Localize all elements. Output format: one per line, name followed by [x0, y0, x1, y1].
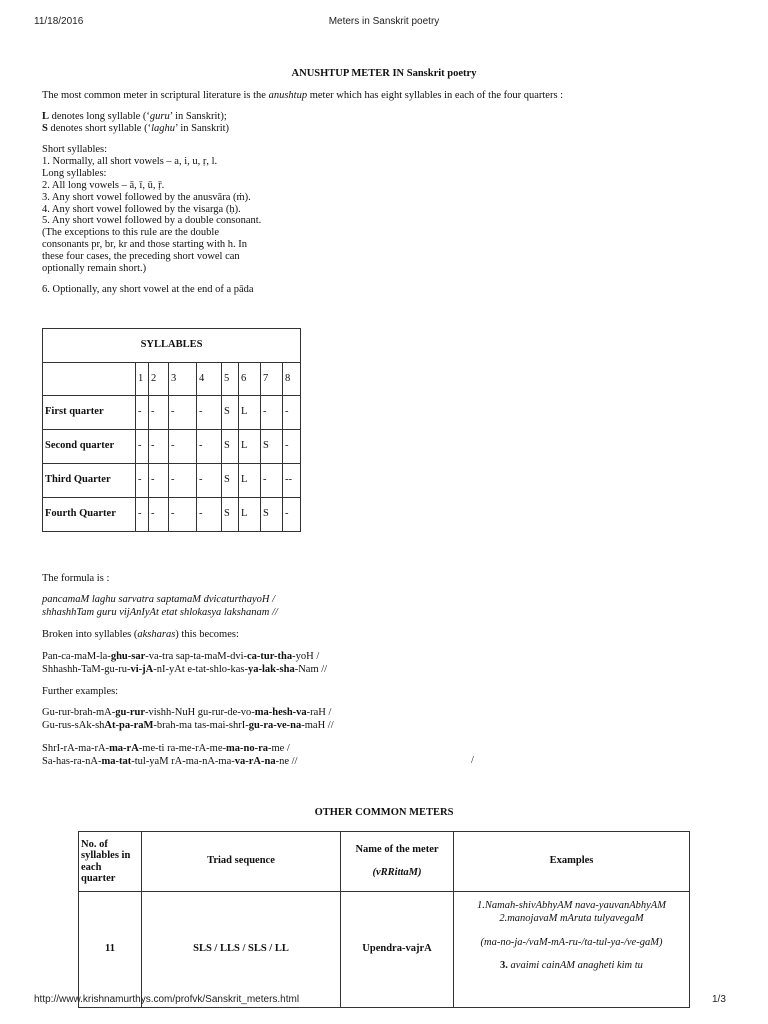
- column-header: 5: [222, 363, 239, 396]
- table-cell: L: [239, 430, 261, 464]
- table-row: [43, 430, 301, 464]
- l-def-italic: guru: [149, 111, 170, 122]
- table-cell: -: [197, 430, 222, 464]
- column-header: 6: [239, 363, 261, 396]
- header-line: Name of the meter: [355, 844, 439, 855]
- rule-line: these four cases, the preceding short vowel can: [42, 251, 240, 263]
- verse-segment: Shhashh-TaM-gu-ru-: [42, 663, 131, 675]
- table-cell: -: [149, 430, 169, 464]
- intro-paragraph: [42, 90, 563, 103]
- example-line: 2.manojavaM mAruta tulyavegaM: [499, 912, 644, 924]
- verse-segment: Gu-rur-brah-mA-: [42, 707, 116, 718]
- meter-name-cell: Upendra-vajrA: [341, 892, 454, 1008]
- print-date: 11/18/2016: [34, 16, 84, 27]
- verse-segment-bold: ma-tat: [101, 755, 132, 767]
- verse-line: [42, 756, 297, 769]
- intro-text-before: The most common meter in scriptural literature is the: [42, 90, 269, 101]
- broken-syllables-verse: [42, 651, 327, 676]
- broken-after: ) this becomes:: [175, 629, 239, 640]
- rule-line: consonants pr, br, kr and those starting with h. In: [42, 239, 248, 251]
- table-row: [43, 498, 301, 532]
- footer-url: http://www.krishnamurthys.com/profvk/Sanskrit_meters.html: [34, 994, 300, 1005]
- table-cell: S: [222, 430, 239, 464]
- table-cell: -: [169, 430, 197, 464]
- further-examples-label: Further examples:: [42, 686, 119, 697]
- verse-segment-bold: va-rA-na: [234, 755, 276, 767]
- table-cell: -: [197, 396, 222, 430]
- table-cell: -: [169, 396, 197, 430]
- header-line: each: [81, 861, 102, 873]
- verse-segment-bold: vi-jA: [130, 663, 154, 675]
- table-cell: -: [283, 430, 301, 464]
- rule-line: (The exceptions to this rule are the double: [42, 227, 219, 239]
- table-cell: S: [261, 430, 283, 464]
- table-cell: -: [283, 396, 301, 430]
- verse-segment: Sa-has-ra-nA-: [42, 755, 102, 767]
- row-label: Fourth Quarter: [43, 498, 136, 532]
- verse-segment: ShrI-rA-ma-rA-: [42, 743, 110, 754]
- verse-segment: -yoH /: [292, 651, 320, 662]
- s-def-before: denotes short syllable (‘: [47, 123, 152, 134]
- intro-text-after: meter which has eight syllables in each of the four quarters :: [307, 90, 564, 101]
- l-def-after: ’ in Sanskrit);: [169, 111, 227, 122]
- syllable-rules: [42, 144, 261, 275]
- verse-segment: -raH /: [306, 707, 332, 718]
- table-cell: S: [261, 498, 283, 532]
- example-number: 3.: [500, 959, 508, 971]
- syllable-count-cell: 11: [79, 892, 142, 1008]
- rule-line: 5. Any short vowel followed by a double consonant.: [42, 215, 262, 227]
- verse-segment-bold: ma-hesh-va: [254, 707, 307, 718]
- broken-into-syllables-label: [42, 629, 239, 642]
- column-header: 1: [136, 363, 149, 396]
- table-cell: -: [197, 464, 222, 498]
- syllables-table-title: SYLLABLES: [43, 329, 301, 363]
- header-line-italic: (vRRittaM): [372, 866, 422, 878]
- verse-segment-bold: gu-rur: [115, 707, 146, 718]
- verse-segment: -vishh-NuH gu-rur-de-vo-: [145, 707, 255, 718]
- verse-segment-bold: ghu-sar: [110, 651, 146, 662]
- table-cell: S: [222, 396, 239, 430]
- table-cell: -: [169, 498, 197, 532]
- example-verse-1: [42, 707, 334, 732]
- verse-line: [42, 720, 334, 733]
- table-cell: S: [222, 498, 239, 532]
- table-cell: -: [136, 430, 149, 464]
- formula-line: pancamaM laghu sarvatra saptamaM dvicaturthayoH /: [42, 594, 276, 605]
- l-letter: L: [42, 111, 50, 122]
- table-row: [43, 396, 301, 430]
- column-header: 7: [261, 363, 283, 396]
- stray-slash: /: [471, 755, 474, 766]
- table-cell: L: [239, 464, 261, 498]
- rule-six: 6. Optionally, any short vowel at the end of a pāda: [42, 284, 254, 295]
- syllable-count-header: [79, 832, 142, 892]
- verse-segment-bold: ya-lak-sha: [248, 663, 295, 675]
- s-def-after: ’ in Sanskrit): [175, 123, 230, 134]
- table-cell: S: [222, 464, 239, 498]
- verse-segment: -maH //: [301, 719, 334, 731]
- table-cell: -: [136, 396, 149, 430]
- footer-page-number: 1/3: [712, 994, 726, 1005]
- table-row: [43, 464, 301, 498]
- column-header: 8: [283, 363, 301, 396]
- meter-name-header: [341, 832, 454, 892]
- table-cell: -: [261, 464, 283, 498]
- verse-segment: -brah-ma tas-mai-shrI-: [153, 719, 249, 731]
- table-cell: L: [239, 498, 261, 532]
- triad-sequence-cell: SLS / LLS / SLS / LL: [142, 892, 341, 1008]
- table-cell: -: [136, 498, 149, 532]
- broken-before: Broken into syllables (: [42, 629, 138, 640]
- table-cell: -: [149, 396, 169, 430]
- other-meters-title: OTHER COMMON METERS: [314, 807, 454, 818]
- short-syllable-definition: [42, 123, 229, 136]
- example-line: avaimi cainAM anagheti kim tu: [507, 959, 643, 971]
- table-cell: -: [136, 464, 149, 498]
- row-label: Second quarter: [43, 430, 136, 464]
- verse-segment: -me-ti ra-me-rA-me-: [138, 743, 226, 754]
- table-cell: --: [283, 464, 301, 498]
- print-page-title: Meters in Sanskrit poetry: [328, 16, 440, 27]
- verse-segment-bold: At-pa-raM: [104, 719, 154, 731]
- rule-line: 2. All long vowels – ā, ī, ū, ṝ.: [42, 179, 165, 191]
- triad-sequence-header: Triad sequence: [142, 832, 341, 892]
- table-cell: -: [149, 498, 169, 532]
- long-syllable-definition: [42, 111, 227, 124]
- verse-segment-bold: ma-no-ra: [225, 743, 268, 754]
- formula-line: shhashhTam guru vijAnIyAt etat shlokasya lakshanam //: [42, 606, 278, 618]
- header-line: quarter: [81, 873, 116, 884]
- rule-line: 4. Any short vowel followed by the visarga (ḥ).: [42, 203, 241, 215]
- table-cell: L: [239, 396, 261, 430]
- verse-line: [42, 664, 327, 677]
- verse-segment-bold: gu-ra-ve-na: [248, 719, 302, 731]
- verse-segment: -va-tra sap-ta-maM-dvi-: [145, 651, 247, 662]
- rule-line: 1. Normally, all short vowels – a, i, u, ṛ, l.: [42, 155, 218, 167]
- example-verse-2: [42, 743, 297, 768]
- rule-line: Short syllables:: [42, 144, 108, 155]
- header-line: syllables in: [81, 850, 131, 861]
- l-def-before: denotes long syllable (‘: [49, 111, 150, 122]
- verse-segment-bold: ma-rA: [109, 743, 139, 754]
- table-cell: -: [197, 498, 222, 532]
- table-cell: -: [149, 464, 169, 498]
- meters-table: [78, 831, 690, 1008]
- verse-segment: Gu-rus-sAk-sh: [42, 719, 105, 731]
- s-def-italic: laghu: [151, 123, 175, 134]
- formula-label: The formula is :: [42, 573, 110, 584]
- formula-verse: [42, 594, 278, 619]
- table-cell: -: [169, 464, 197, 498]
- table-cell: -: [261, 396, 283, 430]
- examples-cell: [454, 892, 690, 1008]
- example-line: (ma-no-ja-/vaM-mA-ru-/ta-tul-ya-/ve-gaM): [480, 937, 663, 948]
- verse-line: [42, 651, 327, 664]
- example-line: 1.Namah-shivAbhyAM nava-yauvanAbhyAM: [477, 900, 666, 911]
- header-blank-cell: [43, 363, 136, 396]
- examples-header: Examples: [454, 832, 690, 892]
- verse-line: [42, 707, 334, 720]
- row-label: First quarter: [43, 396, 136, 430]
- table-cell: -: [283, 498, 301, 532]
- header-line: No. of: [81, 838, 108, 850]
- column-header: 2: [149, 363, 169, 396]
- syllables-table: [42, 328, 301, 532]
- column-header: 4: [197, 363, 222, 396]
- intro-text-italic: anushtup: [268, 90, 308, 101]
- rule-line: Long syllables:: [42, 167, 107, 179]
- verse-segment-bold: ca-tur-tha: [247, 651, 293, 662]
- rule-line: 3. Any short vowel followed by the anusvāra (ṁ).: [42, 191, 251, 203]
- column-header: 3: [169, 363, 197, 396]
- broken-italic: aksharas: [137, 629, 176, 640]
- document-title: ANUSHTUP METER IN Sanskrit poetry: [291, 68, 477, 79]
- verse-segment: -nI-yAt e-tat-shlo-kas-: [153, 663, 249, 675]
- verse-segment: -me /: [267, 743, 290, 754]
- rule-line: optionally remain short.): [42, 263, 147, 275]
- table-row: [79, 892, 690, 1008]
- s-letter: S: [42, 123, 48, 134]
- verse-segment: -tul-yaM rA-ma-nA-ma-: [131, 755, 235, 767]
- verse-segment: -Nam //: [294, 663, 328, 675]
- row-label: Third Quarter: [43, 464, 136, 498]
- verse-segment: -ne //: [275, 755, 298, 767]
- verse-segment: Pan-ca-maM-la-: [42, 651, 111, 662]
- verse-line: [42, 743, 297, 756]
